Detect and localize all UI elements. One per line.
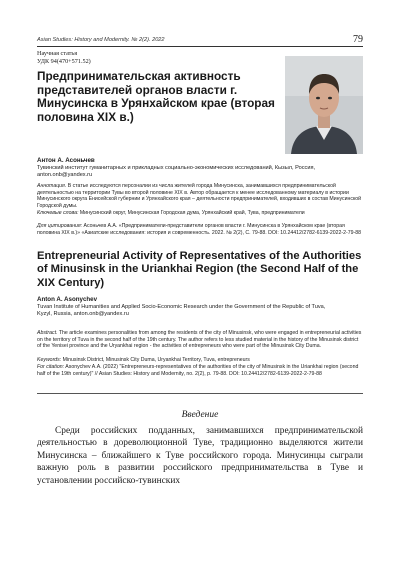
keywords-text-english: Minusinsk District, Minusinsk City Duma, Uryankhai Territory, Tuva, entrepreneurs	[62, 357, 250, 363]
introduction-heading: Введение	[181, 410, 219, 420]
author-photo	[285, 56, 363, 154]
title-english: Entrepreneurial Activity of Representatives of the Authorities of Minusinsk in the Uriankhai Region (the Second Half of the XIX Century)	[37, 250, 362, 289]
affiliation-english: Tuvan Institute of Humanities and Applied Socio-Economic Research under the Government of the Republic of Tuva, Kyzyl, Russia, anton.onb@yandex.ru	[37, 304, 326, 317]
author-portrait-image	[285, 56, 363, 154]
title-russian: Предпринимательская активность представителей органов власти г. Минусинска в Урянхайском крае (вторая половина XIX в.)	[37, 69, 275, 124]
abstract-text-english: The article examines personalities from among the residents of the city of Minusinsk, who were engaged in entrepreneurial activities on the territory of Tuva in the second half of the 19th century. The author refers to less studied material in the history of the Minusinsk district of the Yenisei province and the Uryankhai region - the activities of entrepreneurs who were part of the Minusinsk City Duma.	[37, 330, 362, 349]
citation-text-english: Asonychev A.A. (2022) "Entrepreneurs-representatives of the authorities of the city of Minusinsk in the Uriankhai region (second half of the 19th century)" // Asian Studies: History and Modernity, no. 2(2), p. 79-88. DOI: 10.24412/2782-6139-2022-2-79-88	[37, 364, 359, 377]
citation-text-russian: Асоньчев А.А. «Предприниматели-представители органов власти г. Минусинска в Урянхайском крае (вторая половина XIX в.)» «Азиатские исследования: история и современность. 2022. № 2(2), С. 79-88. DOI: 10.24412/2782-6139-2022-2-79-88	[37, 223, 362, 236]
abstract-english	[37, 330, 364, 350]
affiliation-russian: Тувинский институт гуманитарных и прикладных социально-экономических исследований, Кызыл, Россия, anton.onb@yandex.ru	[37, 165, 316, 178]
abstract-label-english: Abstract.	[37, 330, 58, 336]
journal-running-title: Asian Studies: History and Modernity. № 2(2). 2022	[37, 37, 165, 43]
author-name-russian: Антон А. Асоньчев	[37, 157, 95, 164]
abstract-label-russian: Аннотация.	[37, 183, 67, 189]
section-divider	[37, 393, 363, 394]
citation-russian	[37, 223, 364, 236]
citation-label-russian: Для цитирования:	[37, 223, 83, 229]
citation-english	[37, 364, 364, 377]
abstract-russian	[37, 183, 364, 209]
introduction-paragraph: Среди российских подданных, занимавшихся предпринимательской деятельностью в дореволюционной Туве, традиционно выделяются жители Минусинска – ближайшего к Туве российского города. Минусинцы сыграли важную роль в развитии российского предпринимательства в Туве и установлении российско-тувинских	[37, 426, 363, 486]
keywords-label-russian: Ключевые слова:	[37, 210, 79, 216]
keywords-english	[37, 357, 364, 364]
header-rule	[37, 46, 363, 47]
keywords-text-russian: Минусинский округ, Минусинская Городская дума, Урянхайский край, Тува, предприниматели	[79, 210, 305, 216]
page-number: 79	[353, 34, 363, 45]
author-name-english: Anton A. Asonychev	[37, 296, 98, 303]
article-type: Научная статья	[37, 50, 78, 57]
keywords-label-english: Keywords:	[37, 357, 62, 363]
citation-label-english: For citation:	[37, 364, 65, 370]
udc-code: УДК 94(470+571.52)	[37, 58, 91, 65]
keywords-russian	[37, 210, 364, 217]
abstract-text-russian: В статье исследуются персоналии из числа жителей города Минусинска, занимавшихся предпринимательской деятельностью на территории Тувы во второй половине XIX в. Автор обращается к менее исследованному материалу в истории Минусинского округа Енисейской губернии и Урянхайского края – деятельности предпринимателей, входивших в состав Минусинской Городской думы.	[37, 183, 362, 209]
